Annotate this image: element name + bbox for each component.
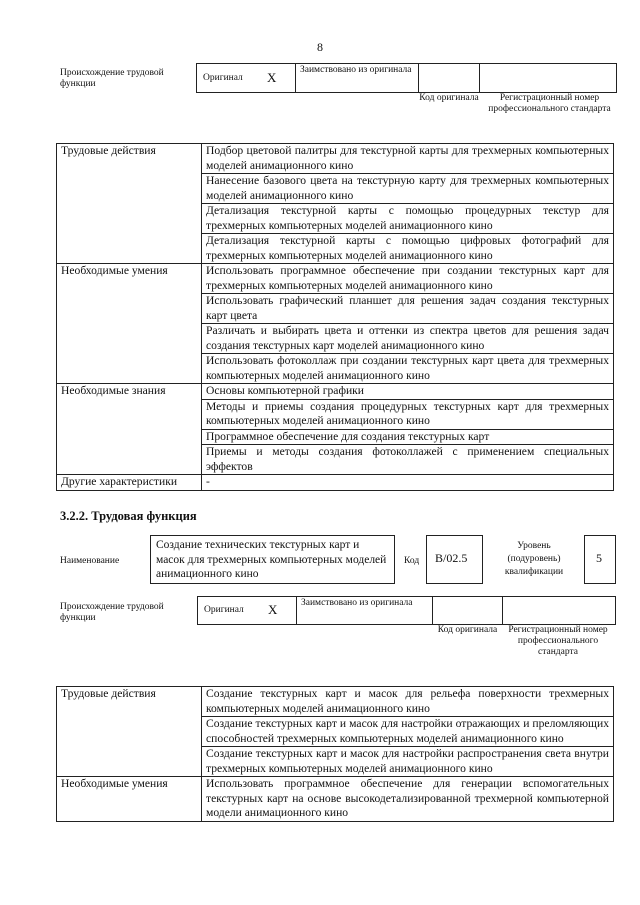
origin-borrowed-cell	[295, 63, 419, 93]
table-cell: Программное обеспечение для создания текстурных карт	[202, 429, 614, 445]
table-cell: Детализация текстурной карты с помощью процедурных текстур для трехмерных компьютерных моделей анимационного кино	[202, 204, 614, 234]
origin-original-cell	[197, 596, 297, 625]
table-cell: Создание текстурных карт и масок для рельефа поверхности трехмерных компьютерных моделей анимационного кино	[202, 687, 614, 717]
origin-code-caption: Код оригинала	[419, 93, 479, 103]
origin-code-cell	[418, 63, 480, 93]
origin-original-label: Оригинал	[204, 605, 244, 615]
table-cell: Методы и приемы создания процедурных текстурных карт для трехмерных компьютерных моделей анимационного кино	[202, 399, 614, 429]
page-number: 8	[317, 40, 323, 54]
origin-regnum-caption: Регистрационный номер профессионального стандарта	[508, 625, 608, 657]
row-label: Необходимые умения	[57, 264, 202, 384]
origin-code-cell	[432, 596, 503, 625]
function-name: Создание технических текстурных карт и масок для трехмерных компьютерных моделей анимационного кино	[156, 539, 387, 580]
table-cell: Различать и выбирать цвета и оттенки из спектра цветов для решения задач создания текстурных карт моделей анимационного кино	[202, 324, 614, 354]
origin-original-label: Оригинал	[203, 73, 243, 83]
origin-regnum-caption: Регистрационный номер профессионального стандарта	[488, 93, 611, 114]
row-label: Трудовые действия	[57, 687, 202, 777]
row-label: Необходимые знания	[57, 384, 202, 475]
table-row	[57, 384, 614, 400]
section-heading: 3.2.2. Трудовая функция	[60, 509, 197, 523]
origin-regnum-cell	[502, 596, 616, 625]
table-cell: Нанесение базового цвета на текстурную карту для трехмерных компьютерных моделей анимационного кино	[202, 174, 614, 204]
table-cell: Детализация текстурной карты с помощью цифровых фотографий для трехмерных компьютерных моделей анимационного кино	[202, 234, 614, 264]
table-row	[57, 687, 614, 717]
origin-label: Происхождение трудовой функции	[60, 68, 164, 89]
origin-code-caption: Код оригинала	[437, 625, 498, 635]
table-row	[57, 777, 614, 822]
table-cell: Подбор цветовой палитры для текстурной карты для трехмерных компьютерных моделей анимационного кино	[202, 144, 614, 174]
function-level-label: Уровень (подуровень) квалификации	[504, 541, 564, 577]
function-name-box	[150, 535, 395, 584]
table-cell: Создание текстурных карт и масок для настройки распространения света внутри трехмерных компьютерных моделей анимационного кино	[202, 747, 614, 777]
table-row	[57, 144, 614, 174]
function-code: B/02.5	[435, 551, 468, 565]
origin-borrowed-label: Заимствовано из оригинала	[300, 65, 412, 75]
table-cell: Основы компьютерной графики	[202, 384, 614, 400]
table-cell: Приемы и методы создания фотоколлажей с применением специальных эффектов	[202, 445, 614, 475]
row-label: Другие характеристики	[57, 475, 202, 491]
table-cell: Использовать графический планшет для решения задач создания текстурных карт цвета	[202, 294, 614, 324]
row-label: Трудовые действия	[57, 144, 202, 264]
function-level: 5	[596, 551, 602, 565]
origin-original-cell	[196, 63, 296, 93]
function-code-box	[426, 535, 483, 584]
function-code-label: Код	[404, 556, 420, 566]
row-label: Необходимые умения	[57, 777, 202, 822]
requirements-table-1	[56, 143, 614, 491]
origin-original-mark: X	[268, 602, 278, 617]
requirements-table-2	[56, 686, 614, 822]
origin-original-mark: X	[267, 70, 277, 85]
table-cell: -	[202, 475, 614, 491]
function-name-label: Наименование	[60, 556, 120, 566]
table-cell: Использовать фотоколлаж при создании текстурных карт цвета для трехмерных компьютерных моделей анимационного кино	[202, 354, 614, 384]
function-level-box	[584, 535, 616, 584]
table-cell: Использовать программное обеспечение при создании текстурных карт для трехмерных компьютерных моделей анимационного кино	[202, 264, 614, 294]
origin-regnum-cell	[479, 63, 617, 93]
origin-borrowed-label: Заимствовано из оригинала	[301, 598, 413, 608]
origin-label: Происхождение трудовой функции	[60, 602, 164, 623]
table-cell: Использовать программное обеспечение для генерации вспомогательных текстурных карт на основе высокодетализированной трехмерной компьютерной модели анимационного кино	[202, 777, 614, 822]
table-cell: Создание текстурных карт и масок для настройки отражающих и преломляющих способностей трехмерных компьютерных моделей анимационного кино	[202, 717, 614, 747]
table-row	[57, 264, 614, 294]
origin-borrowed-cell	[296, 596, 433, 625]
table-row	[57, 475, 614, 491]
